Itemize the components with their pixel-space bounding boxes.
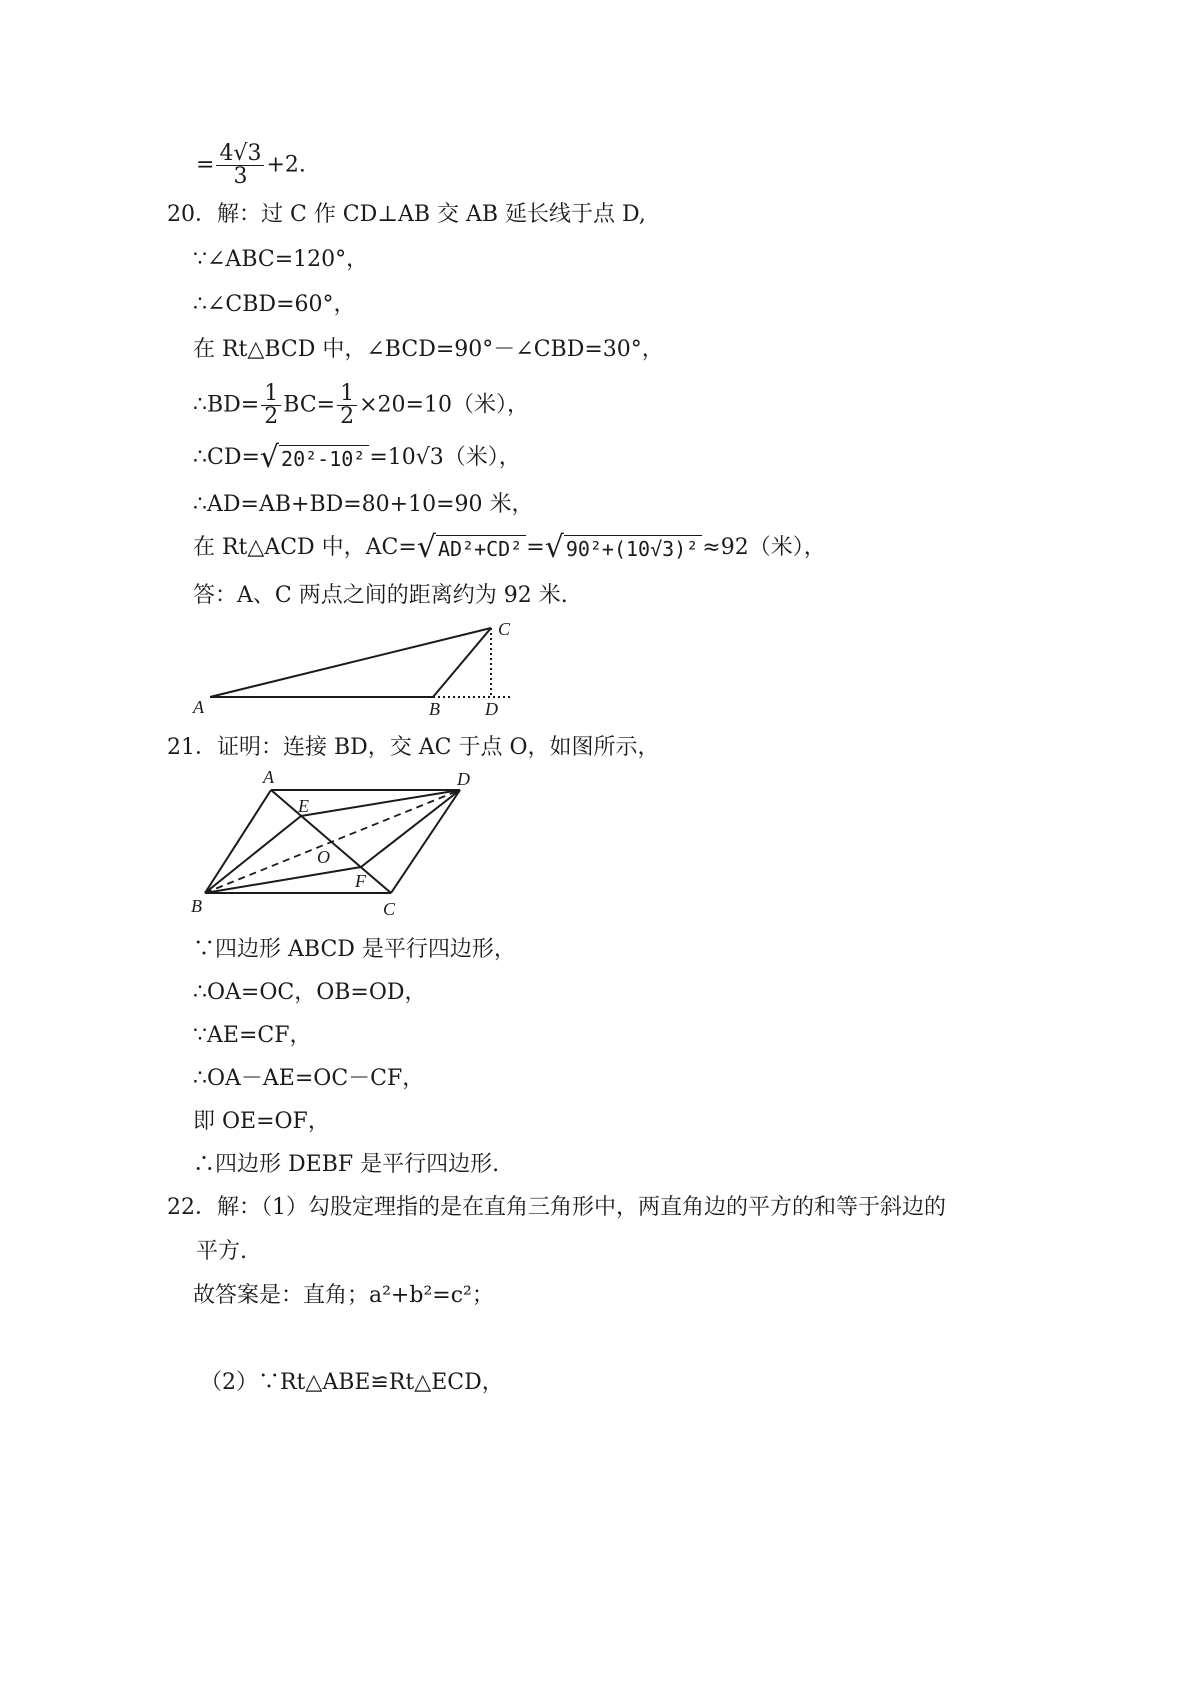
p21-line-3: ∵AE=CF， — [193, 1023, 312, 1048]
text-segment: ≈92（米）， — [702, 535, 826, 560]
segment-df — [361, 790, 460, 867]
segment-be — [205, 816, 301, 893]
segment-de — [301, 790, 460, 816]
fraction-numerator: 4√3 — [216, 143, 264, 166]
label-e: E — [298, 796, 309, 816]
fraction-numerator: 1 — [261, 383, 281, 406]
text-segment: BC= — [283, 392, 336, 418]
radical-sign: √ — [259, 440, 280, 475]
label-d: D — [457, 769, 470, 789]
label-b: B — [429, 699, 440, 719]
p20-line-2: ∴∠CBD=60°， — [193, 292, 356, 317]
segment-bc — [433, 628, 491, 697]
radicand: AD²+CD² — [436, 535, 526, 562]
p22-part-2: （2）∵Rt△ABE≌Rt△ECD， — [200, 1370, 504, 1395]
side-ab — [205, 790, 271, 893]
segment-ac — [210, 628, 491, 697]
p20-line-7 — [193, 530, 826, 565]
radicand: 90²+(10√3)² — [564, 535, 702, 562]
radical-sign: √ — [416, 530, 436, 565]
p21-heading: 21．证明：连接 BD，交 AC 于点 O，如图所示， — [167, 735, 660, 760]
fraction-denominator: 2 — [264, 404, 279, 429]
parallelogram-figure-21 — [185, 765, 485, 920]
radicand: 20²-10² — [279, 445, 369, 472]
label-d: D — [485, 699, 498, 719]
square-root-2 — [544, 530, 703, 565]
p22-heading: 22．解：（1）勾股定理指的是在直角三角形中，两直角边的平方的和等于斜边的 — [167, 1195, 946, 1220]
p21-line-1: ∵四边形 ABCD 是平行四边形， — [193, 937, 516, 962]
p20-heading: 20．解：过 C 作 CD⊥AB 交 AB 延长线于点 D, — [167, 202, 646, 227]
p20-line-6: ∴AD=AB+BD=80+10=90 米， — [193, 492, 534, 517]
formula-suffix: +2. — [266, 152, 306, 178]
text-segment: ∴BD= — [193, 392, 260, 418]
fraction-half-1 — [261, 383, 281, 428]
text-segment: =10√3（米）， — [369, 445, 521, 470]
label-a: A — [263, 767, 274, 787]
label-o: O — [317, 847, 330, 867]
text-segment: 在 Rt△ACD 中，AC= — [193, 535, 417, 560]
square-root-1 — [416, 530, 526, 565]
segment-bf — [205, 867, 361, 893]
p22-heading-continued: 平方. — [196, 1239, 247, 1264]
p21-line-4: ∴OA－AE=OC－CF， — [193, 1066, 425, 1091]
diagonal-bd-dashed — [205, 790, 460, 893]
fraction-numerator: 1 — [337, 383, 357, 406]
triangle-figure-20 — [185, 615, 530, 720]
text-segment: ∴CD= — [193, 445, 260, 470]
p20-line-3: 在 Rt△BCD 中，∠BCD=90°－∠CBD=30°， — [193, 337, 664, 362]
p21-line-6: ∴四边形 DEBF 是平行四边形. — [193, 1152, 500, 1177]
p21-line-5: 即 OE=OF， — [193, 1109, 330, 1134]
radical-sign: √ — [544, 530, 564, 565]
fraction-denominator: 3 — [233, 164, 248, 189]
p20-line-1: ∵∠ABC=120°， — [193, 247, 369, 272]
p22-answer: 故答案是：直角；a²+b²=c²； — [193, 1283, 494, 1308]
square-root — [259, 440, 369, 475]
p21-line-2: ∴OA=OC，OB=OD， — [193, 980, 427, 1005]
label-a: A — [193, 697, 204, 717]
fraction-denominator: 2 — [340, 404, 355, 429]
text-segment: ×20=10（米）， — [359, 392, 529, 418]
label-c: C — [383, 899, 396, 919]
label-b: B — [191, 896, 202, 916]
label-f: F — [355, 871, 366, 891]
side-dc — [391, 790, 460, 893]
equals-sign: = — [196, 152, 215, 178]
fraction-half-2 — [337, 383, 357, 428]
fraction — [216, 143, 264, 188]
p20-answer: 答：A、C 两点之间的距离约为 92 米. — [193, 583, 568, 608]
p20-line-5 — [193, 440, 521, 475]
equals-sign: = — [526, 535, 545, 560]
formula-line-top — [196, 143, 306, 188]
label-c: C — [498, 619, 511, 639]
p20-line-4 — [193, 383, 529, 428]
